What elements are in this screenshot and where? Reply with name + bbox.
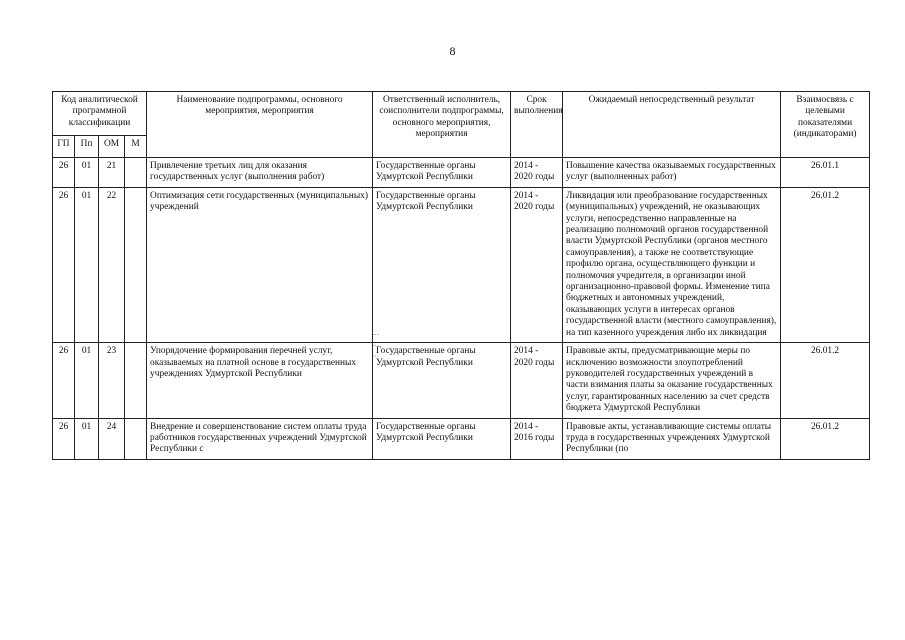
name-cell: Привлечение третьих лиц для оказания государственных услуг (выполнения работ) (147, 158, 373, 188)
indicators-header: Взаимосвязь с целевыми показателями (индикаторами) (781, 92, 870, 158)
gp-cell: 26 (53, 418, 75, 459)
table-row (53, 187, 870, 342)
gp-cell: 26 (53, 158, 75, 188)
m-cell (125, 158, 147, 188)
table-row (53, 343, 870, 418)
om-cell: 24 (99, 418, 125, 459)
pp-cell: 01 (75, 158, 99, 188)
executor-cell: Государственные органы Удмуртской Республики (373, 418, 511, 459)
name-header: Наименование подпрограммы, основного мероприятия, мероприятия (147, 92, 373, 158)
name-cell: Оптимизация сети государственных (муниципальных) учреждений (147, 187, 373, 342)
page-number: 8 (449, 44, 456, 58)
code-gp-header: ГП (53, 136, 75, 158)
term-cell: 2014 - 2020 годы (511, 187, 563, 342)
pp-cell: 01 (75, 343, 99, 418)
executor-cell: Государственные органы Удмуртской Республики (373, 187, 511, 342)
result-cell: Ликвидация или преобразование государственных (муниципальных) учреждений, не оказывающих услуги, непосредственно направленные на реализацию полномочий органов государственной власти Удмуртской Республики (органов местного самоуправления), а также не соответствующие профилю органа, осуществляющего функции и полномочия учредителя, в организации иной организационно-правовой формы. Изменение типа бюджетных и автономных учреждений, оказывающих услуги в интересах органов государственной власти (местного самоуправления), на тип казенного учреждения либо их ликвидация (563, 187, 781, 342)
term-header: Срок выполнения (511, 92, 563, 158)
table-row (53, 158, 870, 188)
executor-cell: Государственные органы Удмуртской Республики (373, 158, 511, 188)
name-cell: Внедрение и совершенствование систем оплаты труда работников государственных учреждений Удмуртской Республики с (147, 418, 373, 459)
pp-cell: 01 (75, 187, 99, 342)
m-cell (125, 418, 147, 459)
table-row (53, 418, 870, 459)
result-cell: Правовые акты, устанавливающие системы оплаты труда в государственных учреждениях Удмуртской Республики (по (563, 418, 781, 459)
name-cell: Упорядочение формирования перечней услуг, оказываемых на платной основе в государственных учреждениях Удмуртской Республики (147, 343, 373, 418)
result-header: Ожидаемый непосредственный результат (563, 92, 781, 158)
program-table (52, 91, 870, 460)
table-header (53, 92, 870, 158)
code-group-header: Код аналитической программной классификации (53, 92, 147, 136)
code-m-header: М (125, 136, 147, 158)
gp-cell: 26 (53, 187, 75, 342)
code-pp-header: Пп (75, 136, 99, 158)
term-cell: 2014 - 2020 годы (511, 158, 563, 188)
m-cell (125, 187, 147, 342)
result-cell: Правовые акты, предусматривающие меры по исключению возможности злоупотреблений руководителей государственных учреждений в части взимания платы за оказание государственных услуг, гарантированных населению за счет средств бюджета Удмуртской Республики (563, 343, 781, 418)
margin-stamp-mark: ⋮ ⋮ ⋮ (372, 330, 380, 360)
executor-header: Ответственный исполнитель, соисполнители подпрограммы, основного мероприятия, мероприятия (373, 92, 511, 158)
om-cell: 23 (99, 343, 125, 418)
indicator-cell: 26.01.1 (781, 158, 870, 188)
pp-cell: 01 (75, 418, 99, 459)
indicator-cell: 26.01.2 (781, 187, 870, 342)
om-cell: 22 (99, 187, 125, 342)
code-om-header: ОМ (99, 136, 125, 158)
executor-cell: Государственные органы Удмуртской Республики (373, 343, 511, 418)
result-cell: Повышение качества оказываемых государственных услуг (выполненных работ) (563, 158, 781, 188)
m-cell (125, 343, 147, 418)
term-cell: 2014 - 2016 годы (511, 418, 563, 459)
term-cell: 2014 - 2020 годы (511, 343, 563, 418)
om-cell: 21 (99, 158, 125, 188)
indicator-cell: 26.01.2 (781, 343, 870, 418)
indicator-cell: 26.01.2 (781, 418, 870, 459)
gp-cell: 26 (53, 343, 75, 418)
